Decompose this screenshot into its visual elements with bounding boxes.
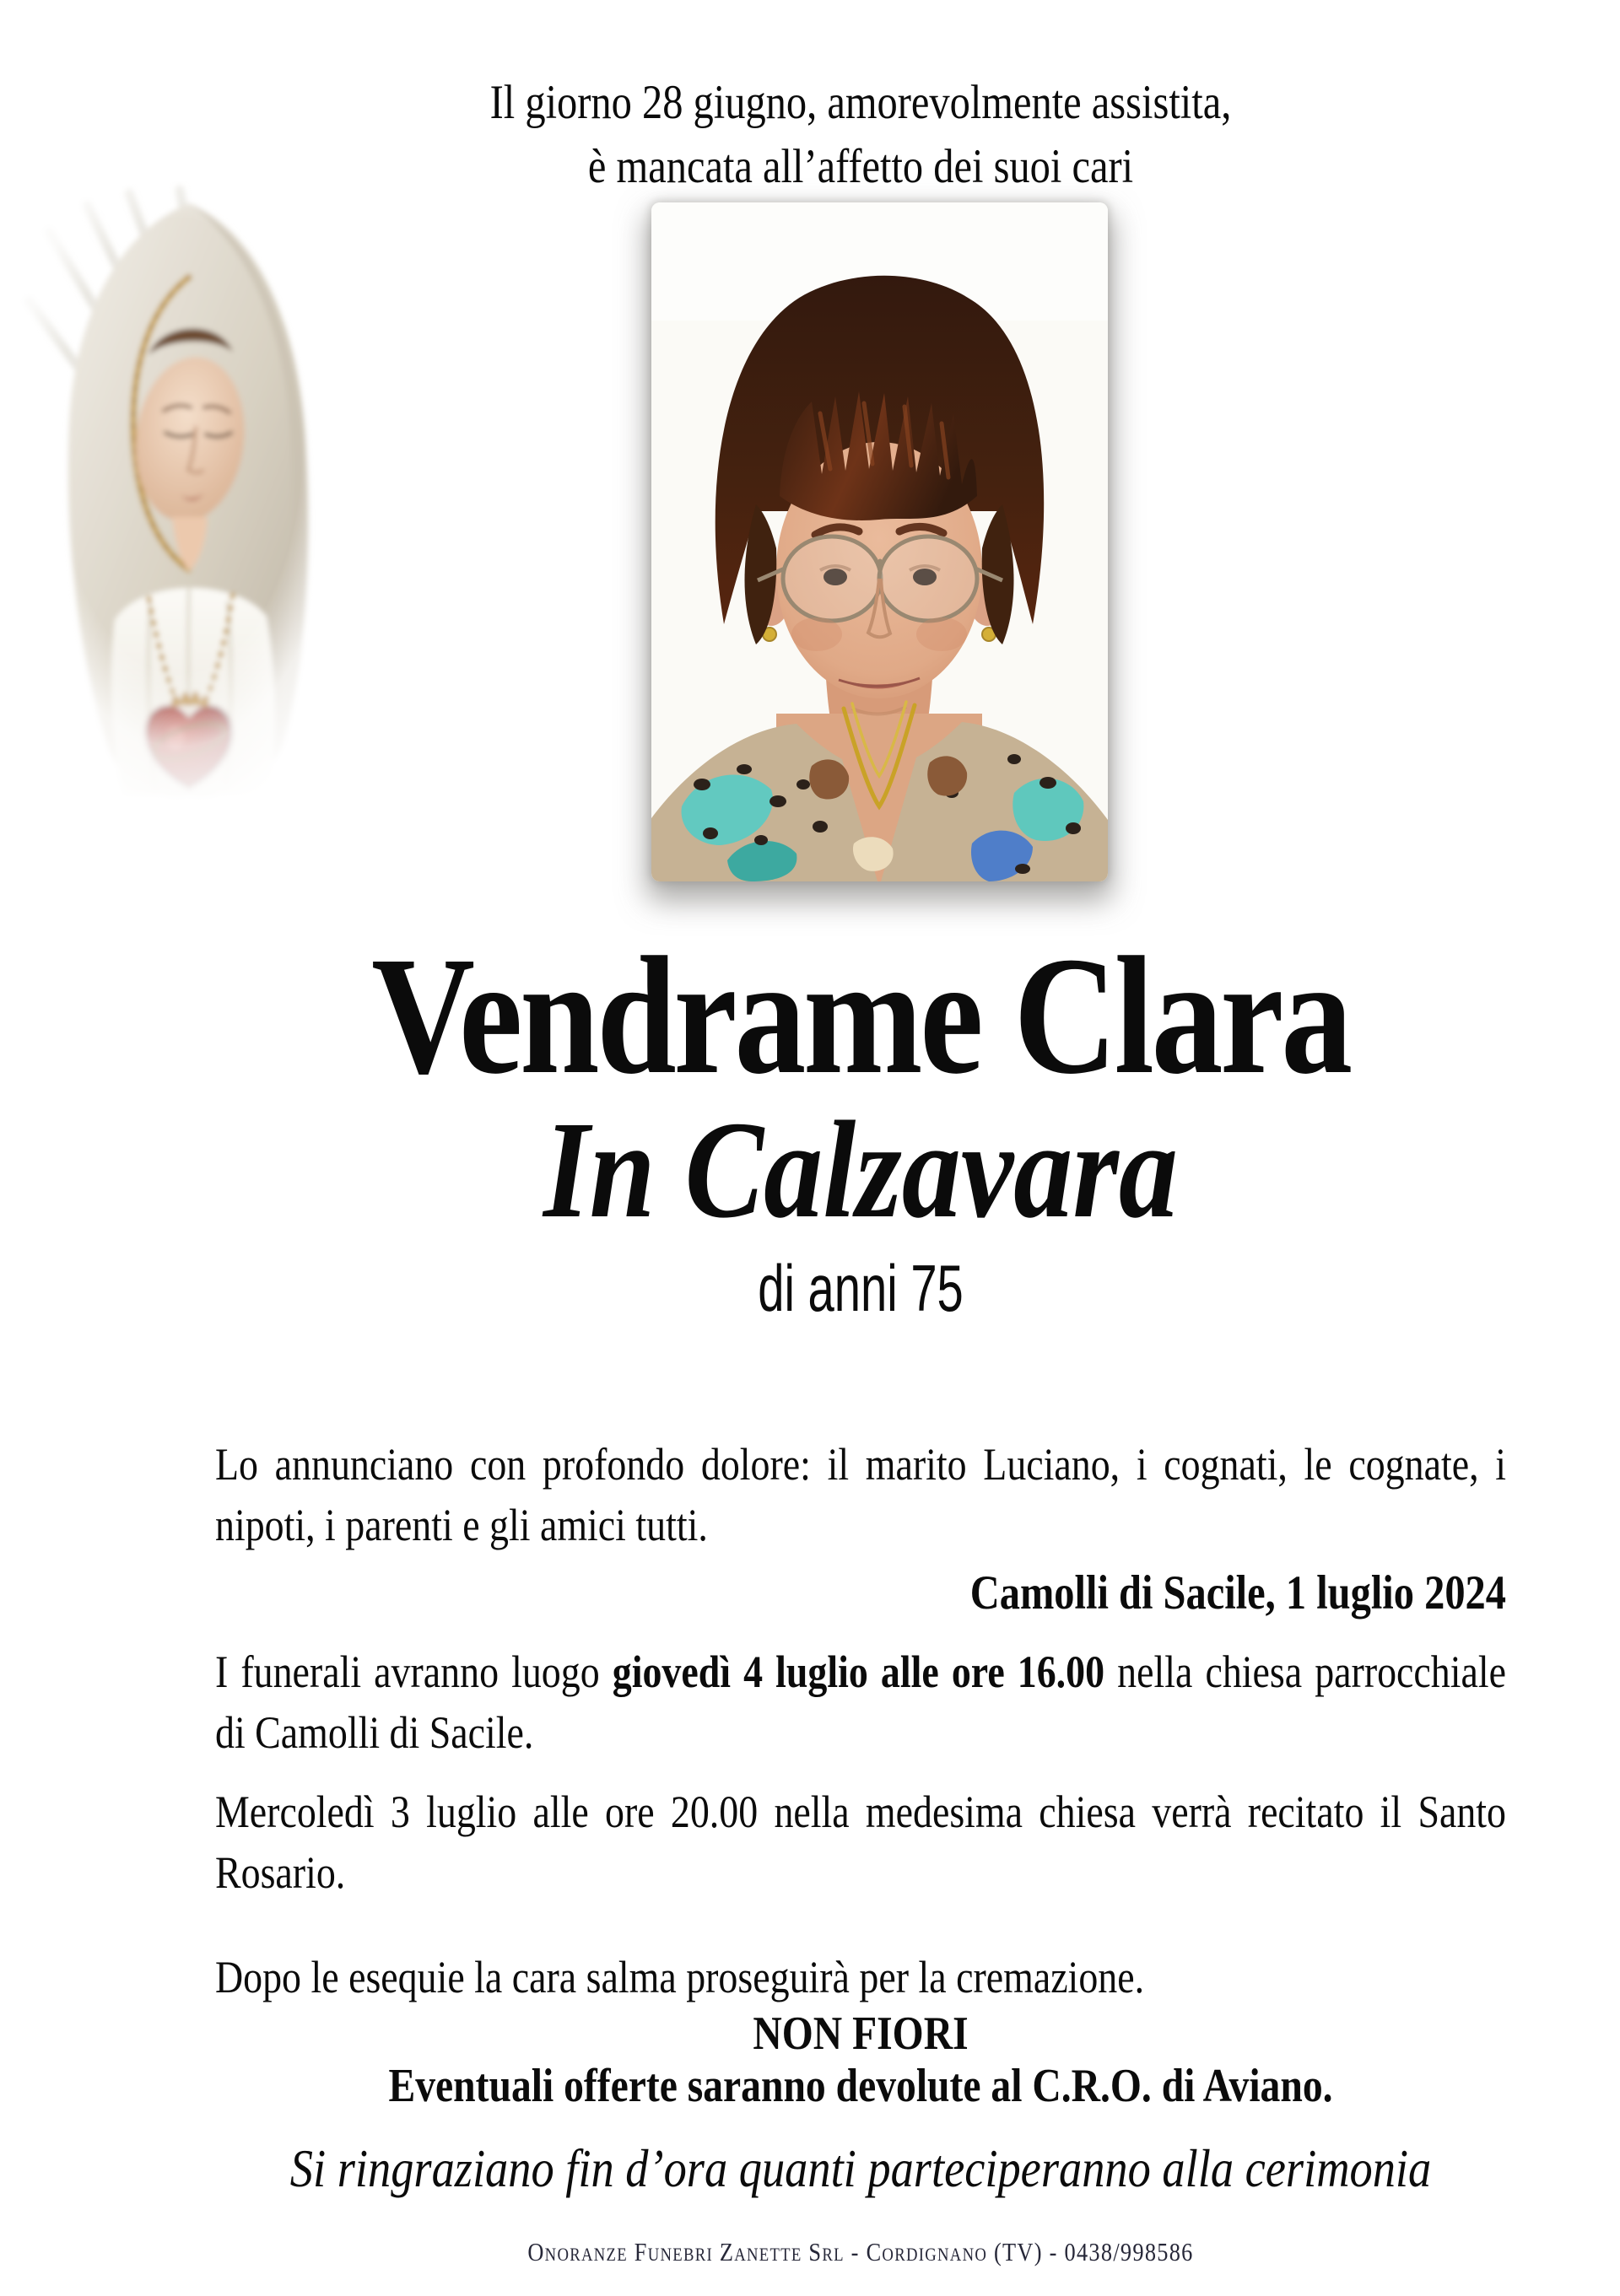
place-date-line: Camolli di Sacile, 1 luglio 2024: [969, 1566, 1506, 1620]
funeral-prefix: I funerali avranno luogo: [215, 1647, 613, 1697]
opening-line-2: è mancata all’affetto dei suoi cari: [587, 140, 1134, 193]
deceased-married-name: In Calzavara: [543, 1092, 1179, 1247]
funeral-suffix: nella chiesa parrocchiale di Camolli di Sacile.: [215, 1647, 1507, 1758]
deceased-name: Vendrame Clara: [371, 923, 1350, 1109]
opening-text: [215, 71, 1506, 199]
cremation-note: Dopo le esequie la cara salma proseguirà per la cremazione.: [215, 1952, 1145, 2002]
right-cheek: [916, 617, 967, 651]
no-flowers-line: NON FIORI: [753, 2008, 969, 2060]
deceased-age: di anni 75: [758, 1251, 964, 1325]
family-announcement: Lo annunciano con profondo dolore: il marito Luciano, i cognati, le cognate, i nipoti, i parenti e gli amici tutti.: [215, 1439, 1506, 1550]
white-vignette: [15, 181, 356, 810]
thanks-line: Si ringraziano fin d’ora quanti parteciperanno alla cerimonia: [289, 2138, 1432, 2198]
madonna-illustration: [15, 181, 356, 810]
offerings-note: [215, 2008, 1506, 2112]
donations-line: Eventuali offerte saranno devolute al C.R.O. di Aviano.: [388, 2060, 1333, 2112]
deceased-portrait-photo: [651, 202, 1108, 881]
opening-line-1: Il giorno 28 giugno, amorevolmente assistita,: [489, 76, 1232, 129]
funeral-datetime: giovedì 4 luglio alle ore 16.00: [612, 1647, 1105, 1697]
left-cheek: [791, 617, 842, 651]
funeral-home-footer: Onoranze Funebri Zanette Srl - Cordignano (TV) - 0438/998586: [527, 2237, 1194, 2266]
rosary-details: Mercoledì 3 luglio alle ore 20.00 nella medesima chiesa verrà recitato il Santo Rosario.: [215, 1787, 1506, 1898]
funeral-details: [215, 1641, 1506, 1763]
